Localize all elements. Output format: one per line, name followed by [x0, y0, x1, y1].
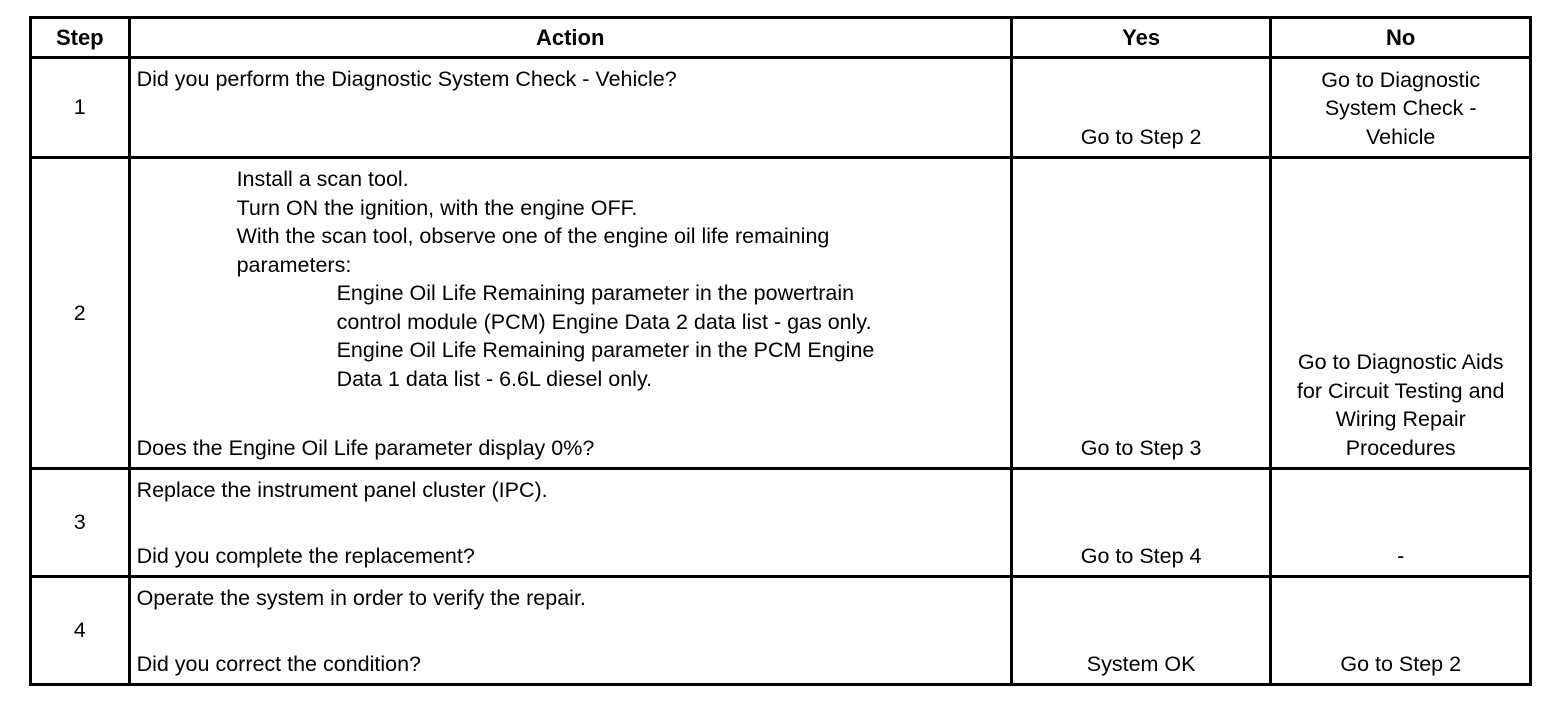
no-link[interactable]: Go to Diagnostic System Check - Vehicle: [1321, 67, 1481, 149]
table-row: [31, 577, 1531, 685]
yes-result: System OK: [1086, 651, 1196, 676]
action-question: Did you correct the condition?: [136, 651, 422, 676]
yes-link[interactable]: Go to Step 3: [1080, 435, 1202, 460]
step-number: 1: [73, 95, 86, 120]
action-text: [131, 470, 1010, 572]
action-subline: Engine Oil Life Remaining parameter in the powertrain: [336, 281, 855, 305]
table-row: [31, 469, 1531, 577]
action-line: With the scan tool, observe one of the engine oil life remaining: [236, 224, 830, 248]
action-text: [131, 578, 1010, 680]
action-subline: Data 1 data list - 6.6L diesel only.: [336, 366, 653, 391]
action-text: [131, 59, 1010, 153]
action-subline: Engine Oil Life Remaining parameter in the PCM Engine: [336, 338, 875, 362]
table-row: [31, 58, 1531, 158]
header-action: Action: [129, 18, 1011, 58]
header-yes: Yes: [1011, 18, 1271, 58]
diagnostic-table: [29, 16, 1532, 686]
action-line: Install a scan tool.: [236, 167, 409, 191]
yes-link[interactable]: Go to Step 2: [1080, 124, 1202, 149]
no-link[interactable]: Go to Diagnostic Aids for Circuit Testing and Wiring Repair Procedures: [1296, 350, 1505, 460]
header-step: Step: [31, 18, 130, 58]
action-question: Did you complete the replacement?: [136, 543, 475, 568]
no-link[interactable]: Go to Step 2: [1340, 651, 1462, 676]
action-line: Turn ON the ignition, with the engine OFF.: [236, 195, 638, 220]
yes-link[interactable]: Go to Step 4: [1080, 543, 1202, 568]
no-value: -: [1397, 543, 1405, 568]
action-subline: control module (PCM) Engine Data 2 data list - gas only.: [336, 309, 872, 334]
action-text: [131, 159, 1010, 464]
step-number: 2: [73, 300, 86, 325]
action-line: Replace the instrument panel cluster (IPC).: [136, 478, 548, 502]
action-question: Does the Engine Oil Life parameter display 0%?: [136, 435, 595, 460]
table-row: [31, 158, 1531, 469]
action-line: Did you perform the Diagnostic System Check - Vehicle?: [136, 67, 677, 91]
step-number: 4: [73, 618, 86, 643]
action-line: Operate the system in order to verify the repair.: [136, 586, 586, 610]
action-line: parameters:: [236, 252, 352, 277]
header-row: [31, 18, 1531, 58]
step-number: 3: [73, 510, 86, 535]
header-no: No: [1271, 18, 1531, 58]
